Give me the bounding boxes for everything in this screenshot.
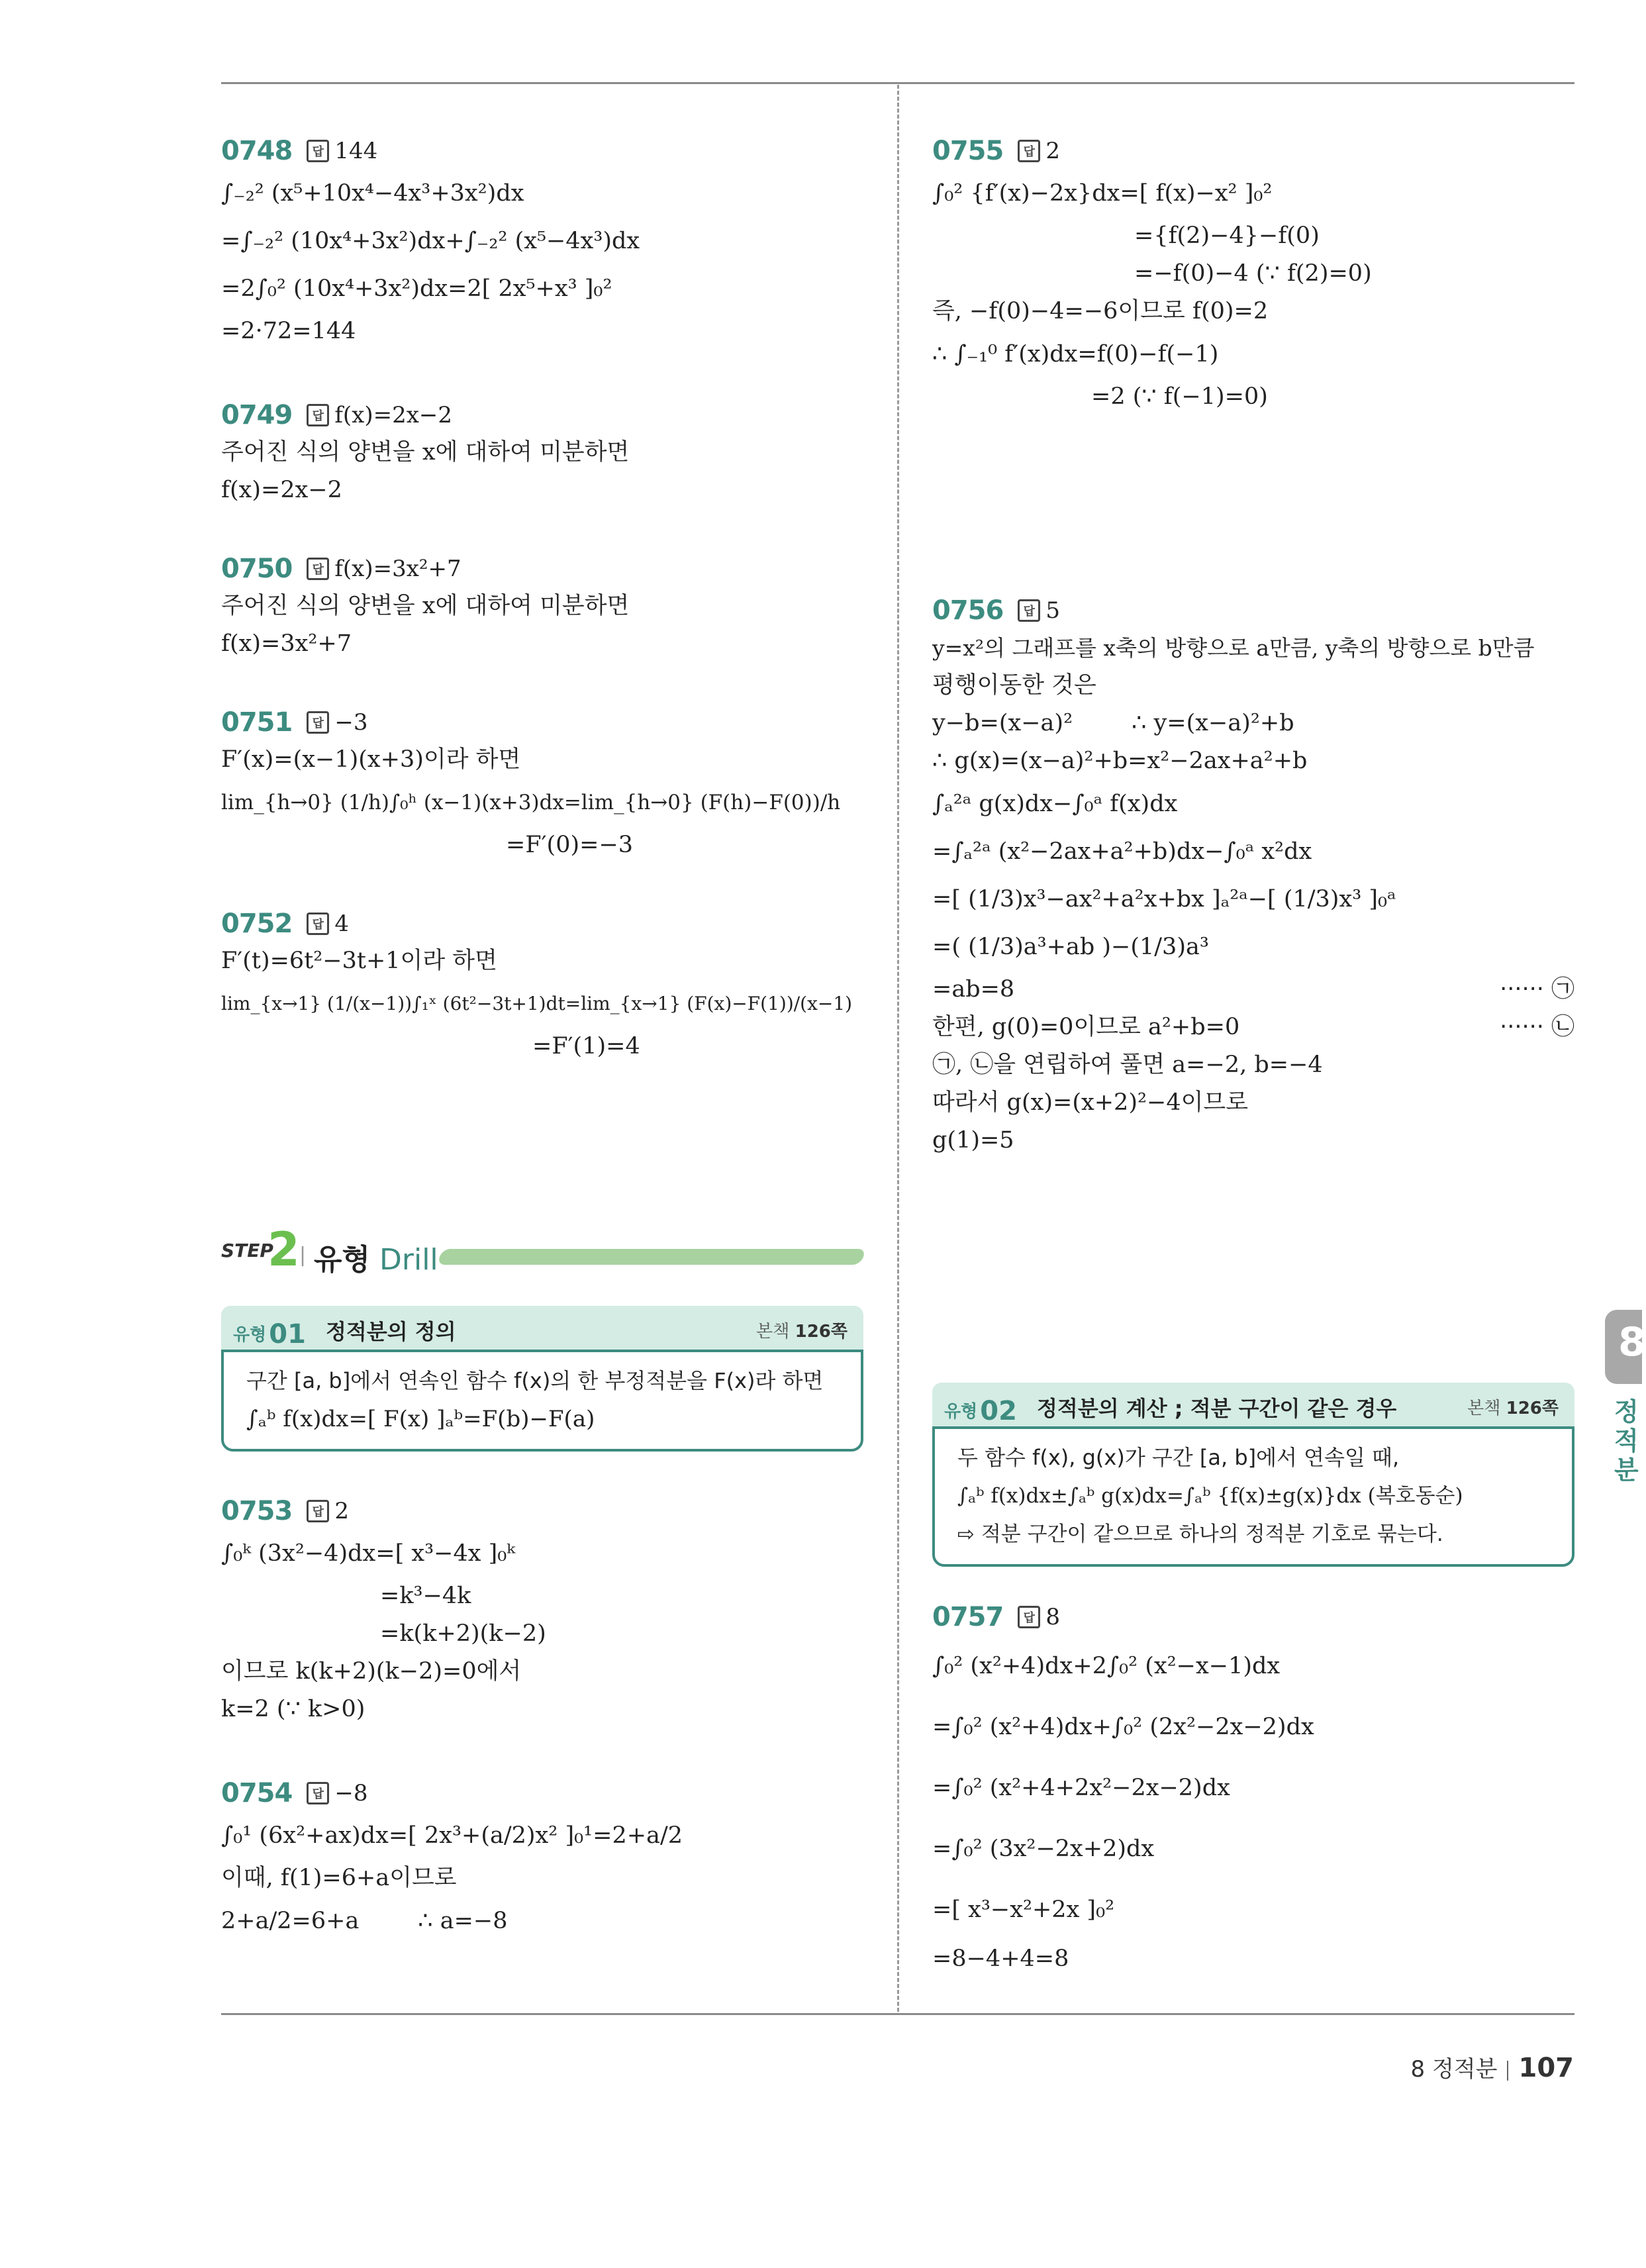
answer-value: 5 xyxy=(1045,597,1060,624)
solution-line: g(1)=5 xyxy=(932,1127,1014,1154)
book-reference: 본책 126쪽 xyxy=(756,1322,847,1342)
property-line: 두 함수 f(x), g(x)가 구간 [a, b]에서 연속일 때, xyxy=(957,1445,1400,1470)
step-title-en: Drill xyxy=(379,1243,438,1277)
problem-0754 xyxy=(221,1775,870,1945)
left-column xyxy=(221,132,870,1065)
answer xyxy=(307,911,349,937)
problem-number: 0756 xyxy=(932,595,1004,626)
type-label: 유형 02 xyxy=(944,1396,1017,1426)
answer xyxy=(307,1780,367,1806)
answer xyxy=(307,138,377,164)
answer xyxy=(307,709,367,736)
solution-line: f(x)=2x−2 xyxy=(221,477,342,503)
type-number: 01 xyxy=(269,1319,306,1350)
solution-line: 주어진 식의 양변을 x에 대하여 미분하면 xyxy=(221,593,630,619)
answer-box-icon: 답 xyxy=(307,711,329,734)
answer xyxy=(307,556,461,582)
solution-line: =∫ₐ²ᵃ (x²−2ax+a²+b)dx−∫₀ᵃ x²dx xyxy=(932,838,1312,865)
step-decor-bar xyxy=(437,1249,867,1265)
problem-number: 0757 xyxy=(932,1602,1004,1632)
answer-box-icon: 답 xyxy=(307,558,329,580)
answer xyxy=(1018,597,1060,624)
solution-line: ∫₀¹ (6x²+ax)dx=[ 2x³+(a/2)x² ]₀¹=2+a/2 xyxy=(221,1822,683,1849)
problem-number: 0753 xyxy=(221,1496,293,1526)
top-rule xyxy=(221,82,1574,84)
solution-line: ∫₀ᵏ (3x²−4)dx=[ x³−4x ]₀ᵏ xyxy=(221,1540,516,1567)
footer-chapter: 8 정적분 xyxy=(1410,2056,1498,2083)
solution-line: =k³−4k xyxy=(380,1583,471,1609)
definition-formula: ∫ₐᵇ f(x)dx=[ F(x) ]ₐᵇ=F(b)−F(a) xyxy=(246,1406,595,1432)
type-box-body xyxy=(221,1350,863,1452)
answer-box-icon: 답 xyxy=(1018,599,1040,622)
solution-line: ={f(2)−4}−f(0) xyxy=(1134,222,1320,249)
step-title xyxy=(314,1236,438,1278)
solution-line: ∫ₐ²ᵃ g(x)dx−∫₀ᵃ f(x)dx xyxy=(932,791,1178,817)
solution-line: lim_{x→1} (1/(x−1))∫₁ˣ (6t²−3t+1)dt=lim_{x→1} (F(x)−F(1))/(x−1) xyxy=(221,993,853,1014)
solution-line: =[ x³−x²+2x ]₀² xyxy=(932,1897,1115,1923)
answer-value: 8 xyxy=(1045,1604,1060,1630)
solution-line: 주어진 식의 양변을 x에 대하여 미분하면 xyxy=(221,439,630,466)
answer-box-icon: 답 xyxy=(307,1500,329,1522)
answer-value: 2 xyxy=(334,1498,349,1524)
chapter-number: 8 xyxy=(1618,1319,1646,1365)
solution-line: y=x²의 그래프를 x축의 방향으로 a만큼, y축의 방향으로 b만큼 xyxy=(932,635,1535,661)
problem-number: 0749 xyxy=(221,400,293,430)
step-number: 2 xyxy=(267,1222,300,1277)
problem-0750 xyxy=(221,550,870,663)
problem-0757 xyxy=(932,1599,1574,1978)
answer-value: 144 xyxy=(334,138,378,164)
solution-line: lim_{h→0} (1/h)∫₀ʰ (x−1)(x+3)dx=lim_{h→0} (F(h)−F(0))/h xyxy=(221,791,841,814)
answer-value: −8 xyxy=(334,1780,368,1806)
answer-value: 2 xyxy=(1045,138,1060,164)
step-separator: | xyxy=(299,1244,307,1267)
solution-line: 2+a/2=6+a ∴ a=−8 xyxy=(221,1908,508,1934)
answer-value: −3 xyxy=(334,709,368,736)
solution-line: ∫₀² (x²+4)dx+2∫₀² (x²−x−1)dx xyxy=(932,1653,1281,1679)
property-formula: ∫ₐᵇ f(x)dx±∫ₐᵇ g(x)dx=∫ₐᵇ {f(x)±g(x)}dx (복호동순) xyxy=(957,1484,1463,1508)
problem-0749 xyxy=(221,397,870,509)
solution-line: f(x)=3x²+7 xyxy=(221,630,352,657)
step-label: STEP xyxy=(221,1240,273,1261)
column-separator xyxy=(897,85,899,2012)
solution-line: k=2 (∵ k>0) xyxy=(221,1696,365,1722)
answer-value: f(x)=3x²+7 xyxy=(334,556,461,582)
solution-line: =2 (∵ f(−1)=0) xyxy=(1091,383,1268,410)
solution-line: ㉠, ㉡을 연립하여 풀면 a=−2, b=−4 xyxy=(932,1052,1323,1078)
answer xyxy=(1018,138,1060,164)
solution-line: ∴ g(x)=(x−a)²+b=x²−2ax+a²+b xyxy=(932,748,1308,774)
right-column xyxy=(932,132,1574,416)
solution-line: =∫₀² (x²+4+2x²−2x−2)dx xyxy=(932,1775,1230,1801)
answer xyxy=(307,1498,349,1524)
type-box-01 xyxy=(221,1306,863,1452)
problem-number: 0755 xyxy=(932,136,1004,166)
solution-line: =F′(1)=4 xyxy=(532,1033,640,1060)
answer-box-icon: 답 xyxy=(307,912,329,935)
solution-line: 평행이동한 것은 xyxy=(932,672,1096,699)
problem-0751 xyxy=(221,704,870,864)
type-box-header xyxy=(932,1383,1574,1426)
solution-line: =∫₀² (3x²−2x+2)dx xyxy=(932,1836,1155,1862)
type-box-header xyxy=(221,1306,863,1350)
answer xyxy=(307,402,452,428)
step-banner xyxy=(221,1222,863,1278)
problem-0752 xyxy=(221,905,870,1065)
answer-box-icon: 답 xyxy=(1018,1606,1040,1628)
problem-number: 0748 xyxy=(221,136,293,166)
type-label: 유형 01 xyxy=(233,1319,306,1350)
chapter-side-tab xyxy=(1605,1310,1646,1384)
solution-line: 따라서 g(x)=(x+2)²−4이므로 xyxy=(932,1089,1249,1116)
book-reference: 본책 126쪽 xyxy=(1467,1399,1559,1418)
solution-line: 한편, g(0)=0이므로 a²+b=0 ······ ㉡ xyxy=(932,1009,1574,1046)
right-column-lower xyxy=(932,1599,1574,1978)
property-note: ⇨ 적분 구간이 같으므로 하나의 정적분 기호로 묶는다. xyxy=(957,1522,1443,1546)
type-number: 02 xyxy=(980,1396,1017,1426)
type-title: 정적분의 계산 ; 적분 구간이 같은 경우 xyxy=(1037,1396,1397,1421)
problem-0753 xyxy=(221,1493,870,1728)
definition-line: 구간 [a, b]에서 연속인 함수 f(x)의 한 부정적분을 F(x)라 하면 xyxy=(246,1368,824,1393)
problem-number: 0750 xyxy=(221,554,293,584)
mark-circle-1: ······ ㉠ xyxy=(1500,976,1574,1003)
answer-box-icon: 답 xyxy=(307,140,329,162)
mark-circle-2: ······ ㉡ xyxy=(1500,1014,1574,1040)
solution-line: 이때, f(1)=6+a이므로 xyxy=(221,1865,457,1891)
solution-line: =−f(0)−4 (∵ f(2)=0) xyxy=(1134,260,1372,287)
answer xyxy=(1018,1604,1060,1630)
problem-number: 0751 xyxy=(221,707,293,738)
solution-line: y−b=(x−a)² ∴ y=(x−a)²+b xyxy=(932,710,1294,736)
answer-box-icon: 답 xyxy=(307,404,329,426)
left-column-lower xyxy=(221,1493,870,1945)
solution-line: =ab=8 ······ ㉠ xyxy=(932,971,1574,1009)
right-column-middle xyxy=(932,592,1574,1159)
solution-line: =k(k+2)(k−2) xyxy=(380,1620,546,1647)
solution-line: =2·72=144 xyxy=(221,318,356,344)
problem-0748 xyxy=(221,132,870,350)
solution-line: =∫₋₂² (10x⁴+3x²)dx+∫₋₂² (x⁵−4x³)dx xyxy=(221,228,640,254)
problem-0755 xyxy=(932,132,1574,416)
solution-line: F′(t)=6t²−3t+1이라 하면 xyxy=(221,948,497,974)
solution-line: =F′(0)=−3 xyxy=(506,832,634,858)
type-box-02 xyxy=(932,1383,1574,1567)
solution-line: =2∫₀² (10x⁴+3x²)dx=2[ 2x⁵+x³ ]₀² xyxy=(221,275,612,302)
solution-line: ∫₋₂² (x⁵+10x⁴−4x³+3x²)dx xyxy=(221,180,524,207)
solution-line: =8−4+4=8 xyxy=(932,1946,1069,1972)
solution-line: 이므로 k(k+2)(k−2)=0에서 xyxy=(221,1658,522,1685)
bottom-rule xyxy=(221,2013,1574,2015)
footer-divider xyxy=(1507,2061,1508,2081)
page-number: 107 xyxy=(1518,2053,1574,2083)
answer-value: 4 xyxy=(334,911,349,937)
solution-line: =[ (1/3)x³−ax²+a²x+bx ]ₐ²ᵃ−[ (1/3)x³ ]₀ᵃ xyxy=(932,886,1396,912)
answer-box-icon: 답 xyxy=(1018,140,1040,162)
problem-0756 xyxy=(932,592,1574,1159)
chapter-side-title: 정적분 xyxy=(1614,1397,1639,1485)
solution-line: =∫₀² (x²+4)dx+∫₀² (2x²−2x−2)dx xyxy=(932,1714,1314,1740)
solution-line: ∴ ∫₋₁⁰ f′(x)dx=f(0)−f(−1) xyxy=(932,341,1219,368)
page-footer xyxy=(1411,2051,1574,2083)
answer-value: f(x)=2x−2 xyxy=(334,402,453,428)
solution-line: ∫₀² {f′(x)−2x}dx=[ f(x)−x² ]₀² xyxy=(932,180,1273,207)
solution-line: F′(x)=(x−1)(x+3)이라 하면 xyxy=(221,746,521,773)
problem-number: 0752 xyxy=(221,909,293,939)
type-box-body xyxy=(932,1426,1574,1567)
solution-line: =( (1/3)a³+ab )−(1/3)a³ xyxy=(932,934,1209,960)
solution-line: 즉, −f(0)−4=−6이므로 f(0)=2 xyxy=(932,298,1269,324)
problem-number: 0754 xyxy=(221,1778,293,1808)
answer-box-icon: 답 xyxy=(307,1782,329,1804)
type-title: 정적분의 정의 xyxy=(326,1319,456,1344)
step-title-kr: 유형 xyxy=(314,1243,371,1277)
